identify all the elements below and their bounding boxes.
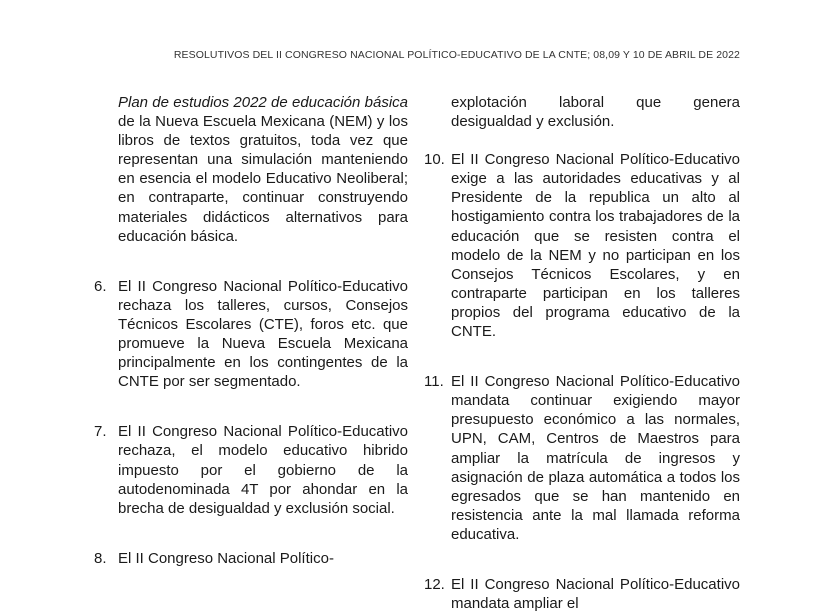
resolution-item-8	[94, 549, 408, 568]
continuation-paragraph: explotación laboral que genera desigualdad y exclusión.	[451, 94, 740, 131]
continuation-text: de la Nueva Escuela Mexicana (NEM) y los libros de textos gratuitos, toda vez que representan una simulación manteniendo en esencia el modelo Educativo Neoliberal; en contraparte, continuar construyendo materiales didácticos alternativos para educación básica.	[118, 113, 408, 245]
item-text: El II Congreso Nacional Político-Educativo mandata ampliar el	[451, 575, 740, 613]
left-column	[94, 93, 408, 568]
resolution-item-11	[424, 372, 740, 544]
item-text: El II Congreso Nacional Político-	[118, 549, 334, 567]
continuation-paragraph	[118, 93, 408, 246]
item-text: El II Congreso Nacional Político-Educativo mandata continuar exigiendo mayor presupuesto económico a las normales, UPN, CAM, Centros de Maestros para ampliar la matrícula de ingresos y asignación de plaza automática a todos los egresados que se han mantenido en resistencia ante la mal llamada reforma educativa.	[451, 373, 740, 543]
resolution-item-10	[424, 150, 740, 341]
resolution-item-12	[424, 575, 740, 613]
resolution-item-6	[94, 277, 408, 392]
italic-lead-text: Plan de estudios 2022 de educación básica	[118, 94, 408, 111]
item-text: El II Congreso Nacional Político-Educativo rechaza los talleres, cursos, Consejos Técnicos Escolares (CTE), foros etc. que promueve la Nueva Escuela Mexicana principalmente en los contingentes de la CNTE por ser segmentado.	[118, 277, 408, 391]
running-header: RESOLUTIVOS DEL II CONGRESO NACIONAL POLÍTICO-EDUCATIVO DE LA CNTE; 08,09 Y 10 DE ABRIL DE 2022	[173, 49, 740, 61]
item-number: 8.	[94, 549, 107, 567]
item-number: 11.	[424, 373, 444, 391]
item-number: 12.	[424, 575, 445, 593]
right-column	[424, 93, 740, 613]
item-number: 6.	[94, 277, 107, 295]
resolution-item-7	[94, 422, 408, 517]
item-number: 10.	[424, 151, 445, 169]
item-number: 7.	[94, 423, 107, 441]
item-text: El II Congreso Nacional Político-Educativo rechaza, el modelo educativo hibrido impuesto por el gobierno de la autodenominada 4T por ahondar en la brecha de desigualdad y exclusión social.	[118, 423, 408, 517]
item-text: El II Congreso Nacional Político-Educativo exige a las autoridades educativas y al Presidente de la republica un alto al hostigamiento contra los trabajadores de la educación que se resisten contra el modelo de la NEM y no participan en los Consejos Técnicos Escolares, y en contraparte participan en los talleres propios del programa educativo de la CNTE.	[451, 151, 740, 341]
